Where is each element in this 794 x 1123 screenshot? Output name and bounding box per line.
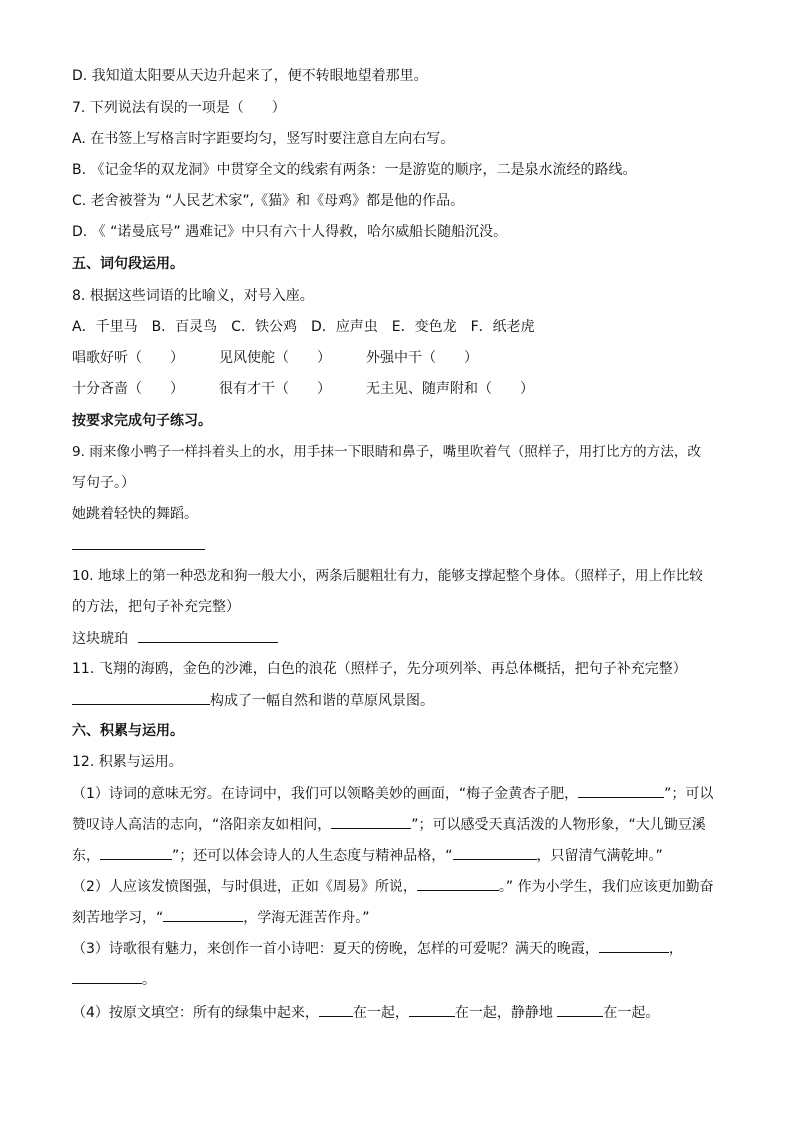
q12-p3-text-b: ，	[668, 941, 683, 957]
q12-p1-text-f: ”；还可以体会诗人的人生态度与精神品格，“	[172, 848, 453, 864]
q12-p2-text-b: 。” 作为小学生，我们应该更加勤奋	[498, 879, 714, 895]
q8-item-1: 唱歌好听（ ）	[72, 350, 184, 366]
q7-option-b: B. 《记金华的双龙洞》中贯穿全文的线索有两条：一是游览的顺序，二是泉水流经的路线。	[72, 162, 637, 178]
q12-p1-text-a: （1）诗词的意味无穷。在诗词中，我们可以领略美妙的画面，“梅子金黄杏子肥，	[72, 786, 579, 802]
q7-option-c: C. 老舍被誉为 “人民艺术家”,《猫》和《母鸡》都是他的作品。	[72, 193, 465, 209]
q12-p1-text-e: 东，	[72, 848, 100, 864]
q12-p4-text-c: 在一起，静静地	[454, 1005, 558, 1021]
q12-part3-line1	[72, 938, 683, 959]
q9-answer-line[interactable]	[72, 535, 205, 556]
q12-p4-text-a: （4）按原文填空：所有的绿集中起来，	[72, 1005, 319, 1021]
q12-part1-line3	[72, 845, 663, 866]
q12-p1-text-b: ”；可以	[664, 786, 714, 802]
q12-part2-line2	[72, 907, 370, 928]
q12-part1-line2	[72, 814, 706, 835]
q8-options: A．千里马 B．百灵鸟 C．铁公鸡 D．应声虫 E．变色龙 F．纸老虎	[72, 319, 535, 335]
q12-p1-text-g: ，只留清气满乾坤。”	[536, 848, 663, 864]
q12-part3-line2	[72, 969, 156, 990]
q12-p1-blank-2[interactable]	[331, 814, 411, 829]
q8-item-4: 十分吝啬（ ）	[72, 381, 184, 397]
q10-prompt: 这块琥珀	[72, 631, 128, 647]
q12-p1-blank-4[interactable]	[453, 845, 537, 860]
option-d-q6: D. 我知道太阳要从天边升起来了，便不转眼地望着那里。	[72, 68, 428, 84]
question-12: 12. 积累与运用。	[72, 754, 183, 770]
question-11-line-1: 11. 飞翔的海鸥，金色的沙滩，白色的浪花（照样子，先分项列举、再总体概括，把句子补充完整）	[72, 661, 687, 677]
question-10-line-2: 的方法，把句子补充完整）	[72, 599, 240, 615]
q12-p1-blank-3[interactable]	[100, 845, 172, 860]
q12-p3-blank-2[interactable]	[72, 969, 142, 984]
question-9-example: 她跳着轻快的舞蹈。	[72, 506, 198, 522]
q12-p4-blank-2[interactable]	[409, 1002, 455, 1017]
q11-suffix: 构成了一幅自然和谐的草原风景图。	[210, 693, 434, 709]
q8-item-5: 很有才干（ ）	[219, 381, 331, 397]
q12-p1-text-c: 赞叹诗人高洁的志向，“洛阳亲友如相问，	[72, 817, 332, 833]
section-6-heading: 六、积累与运用。	[72, 723, 184, 739]
q7-option-a: A. 在书签上写格言时字距要均匀，竖写时要注意自左向右写。	[72, 131, 455, 147]
q12-p2-blank-1[interactable]	[417, 876, 499, 891]
q12-p3-text-a: （3）诗歌很有魅力，来创作一首小诗吧：夏天的傍晚，怎样的可爱呢？满天的晚霞，	[72, 941, 599, 957]
question-9-line-1: 9. 雨来像小鸭子一样抖着头上的水，用手抹一下眼睛和鼻子，嘴里吹着气（照样子，用打比方的方法，改	[72, 444, 702, 460]
q12-p4-text-b: 在一起，	[352, 1005, 409, 1021]
question-11-answer-line	[72, 690, 434, 711]
q7-option-d: D. 《 “诺曼底号” 遇难记》中只有六十人得救，哈尔威船长随船沉没。	[72, 224, 508, 240]
q12-p2-text-a: （2）人应该发愤图强，与时俱进，正如《周易》所说，	[72, 879, 417, 895]
q11-answer-blank[interactable]	[72, 690, 210, 705]
question-9-line-2: 写句子。）	[72, 475, 135, 491]
q8-item-6: 无主见、随声附和（ ）	[366, 381, 534, 397]
question-10-line-1: 10. 地球上的第一种恐龙和狗一般大小，两条后腿粗壮有力，能够支撑起整个身体。（照样子，用上作比较	[72, 568, 703, 584]
q9-answer-blank[interactable]	[72, 535, 205, 550]
q12-p1-text-d: ”；可以感受天真活泼的人物形象，“大儿锄豆溪	[411, 817, 706, 833]
q10-answer-blank[interactable]	[138, 628, 278, 643]
question-10-answer-line	[72, 628, 278, 649]
q8-item-2: 见风使舵（ ）	[219, 350, 331, 366]
q12-p4-blank-3[interactable]	[557, 1002, 603, 1017]
q12-p2-text-d: ，学海无涯苦作舟。”	[243, 910, 370, 926]
q12-part1-line1	[72, 783, 713, 804]
q12-part2-line1	[72, 876, 714, 897]
q12-p1-blank-1[interactable]	[578, 783, 664, 798]
q12-p4-blank-1[interactable]	[319, 1002, 353, 1017]
q12-part4-line1	[72, 1002, 659, 1023]
section-5-heading: 五、词句段运用。	[72, 256, 184, 272]
q12-p2-text-c: 刻苦地学习，“	[72, 910, 164, 926]
question-7: 7. 下列说法有误的一项是（ ）	[72, 100, 286, 116]
q12-p2-blank-2[interactable]	[163, 907, 243, 922]
q12-p3-text-c: 。	[142, 972, 156, 988]
q12-p3-blank-1[interactable]	[599, 938, 669, 953]
q8-item-3: 外强中干（ ）	[366, 350, 478, 366]
question-8: 8. 根据这些词语的比喻义，对号入座。	[72, 288, 314, 304]
sentence-practice-heading: 按要求完成句子练习。	[72, 413, 212, 429]
q12-p4-text-d: 在一起。	[603, 1005, 660, 1021]
